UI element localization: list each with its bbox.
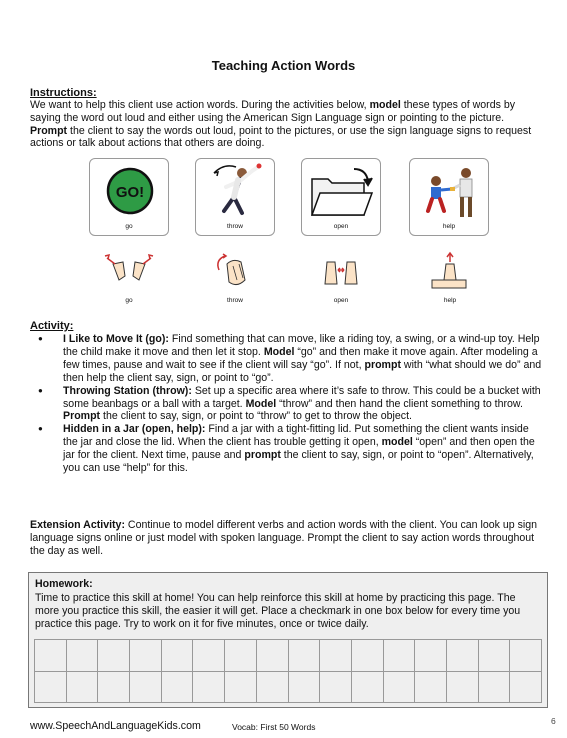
checkmark-box[interactable] [66, 671, 98, 703]
homework-heading: Homework: [35, 578, 93, 590]
checkmark-box[interactable] [383, 640, 415, 672]
checkmark-box[interactable] [510, 671, 542, 703]
checkmark-box[interactable] [35, 671, 67, 703]
checkmark-box[interactable] [383, 671, 415, 703]
checkmark-box[interactable] [320, 671, 352, 703]
checkmark-grid [34, 639, 542, 703]
instructions-heading: Instructions: [30, 87, 97, 99]
activity-list [30, 333, 542, 475]
sign-help [410, 250, 490, 310]
picture-card-go [89, 158, 169, 236]
sign-label-open: open [333, 297, 349, 304]
go-badge-text: GO! [115, 184, 145, 201]
extension-activity: Extension Activity: Continue to model different verbs and action words with the client. You can look up sign language signs online or just model with spoken language. Prompt the client to say action words throughout the day as well. [30, 519, 538, 557]
checkmark-box[interactable] [478, 671, 510, 703]
checkmark-box[interactable] [161, 640, 193, 672]
footer-url[interactable]: www.SpeechAndLanguageKids.com [30, 720, 201, 732]
checkmark-box[interactable] [256, 640, 288, 672]
sign-open [301, 250, 381, 310]
checkmark-box[interactable] [256, 671, 288, 703]
checkmark-box[interactable] [98, 640, 130, 672]
sign-throw [195, 250, 275, 310]
checkmark-box[interactable] [130, 640, 162, 672]
checkmark-box[interactable] [225, 671, 257, 703]
checkmark-box[interactable] [130, 671, 162, 703]
checkmark-row [35, 640, 542, 672]
checkmark-box[interactable] [35, 640, 67, 672]
checkmark-box[interactable] [320, 640, 352, 672]
page-number: 6 [551, 716, 556, 726]
picture-label-open: open [333, 223, 349, 230]
page-title: Teaching Action Words [211, 58, 356, 73]
picture-card-throw [195, 158, 275, 236]
checkmark-row [35, 671, 542, 703]
checkmark-box[interactable] [66, 640, 98, 672]
checkmark-box[interactable] [98, 671, 130, 703]
checkmark-box[interactable] [225, 640, 257, 672]
activity-item-throw: ● Throwing Station (throw): Set up a specific area where it’s safe to throw. This could be a bucket with some beanbags or a ball with a target. Model “throw” and then hand the client something to throw. Prompt the client to say, sign, or point to “throw” to get to throw the object. [30, 385, 542, 424]
checkmark-box[interactable] [193, 640, 225, 672]
open-folder-icon [302, 159, 382, 225]
throw-person-icon [196, 159, 276, 225]
checkmark-box[interactable] [351, 640, 383, 672]
checkmark-box[interactable] [415, 640, 447, 672]
checkmark-box[interactable] [446, 671, 478, 703]
help-sign-hands-icon [410, 250, 490, 296]
homework-box [28, 572, 548, 708]
checkmark-box[interactable] [161, 671, 193, 703]
checkmark-box[interactable] [193, 671, 225, 703]
sign-label-throw: throw [227, 297, 243, 304]
checkmark-box[interactable] [288, 671, 320, 703]
sign-go [89, 250, 169, 310]
checkmark-box[interactable] [415, 671, 447, 703]
checkmark-box[interactable] [351, 671, 383, 703]
checkmark-box[interactable] [446, 640, 478, 672]
picture-label-help: help [442, 223, 456, 230]
instructions-text: We want to help this client use action words. During the activities below, model these types of words by saying the word out loud and either using the American Sign Language sign or pointing to the picture. Prompt the client to say the words out loud, point to the pictures, or use the sign language signs to request actions or talk about actions that others are doing. [30, 99, 532, 150]
homework-text: Time to practice this skill at home! You can help reinforce this skill at home by practicing this page. The more you practice this skill, the easier it will get. Place a checkmark in one box below for every time you practice this page. Try to work on it for five minutes, once or twice daily. [35, 592, 521, 630]
help-people-icon [410, 159, 490, 225]
checkmark-box[interactable] [510, 640, 542, 672]
picture-cards [89, 158, 489, 236]
picture-card-help [409, 158, 489, 236]
go-sign-icon [90, 159, 170, 225]
footer-vocab: Vocab: First 50 Words [232, 722, 316, 732]
sign-label-go: go [125, 297, 133, 304]
picture-label-throw: throw [227, 223, 243, 230]
open-sign-hands-icon [301, 250, 381, 296]
picture-card-open [301, 158, 381, 236]
checkmark-box[interactable] [288, 640, 320, 672]
activity-item-jar: ● Hidden in a Jar (open, help): Find a jar with a tight-fitting lid. Put something the client wants inside the jar and close the lid. When the client has trouble getting it open, model “open” and then open the jar for the client. Next time, pause and prompt the client to say, sign, or point to “open”. Alternatively, you can use “help” for this. [30, 423, 542, 475]
go-sign-hands-icon [89, 250, 169, 296]
activity-item-go: ● I Like to Move It (go): Find something that can move, like a riding toy, a swing, or a wind-up toy. Help the child make it move and then let it stop. Model “go” and then make it move again. After modeling a few times, pause and wait to see if the client will say “go”. If not, prompt with “what should we do” and then help the client say, sign, or point to “go”. [30, 333, 542, 385]
sign-label-help: help [443, 297, 457, 304]
throw-sign-hands-icon [195, 250, 275, 296]
picture-label-go: go [125, 223, 133, 230]
checkmark-box[interactable] [478, 640, 510, 672]
activity-heading: Activity: [30, 320, 74, 332]
